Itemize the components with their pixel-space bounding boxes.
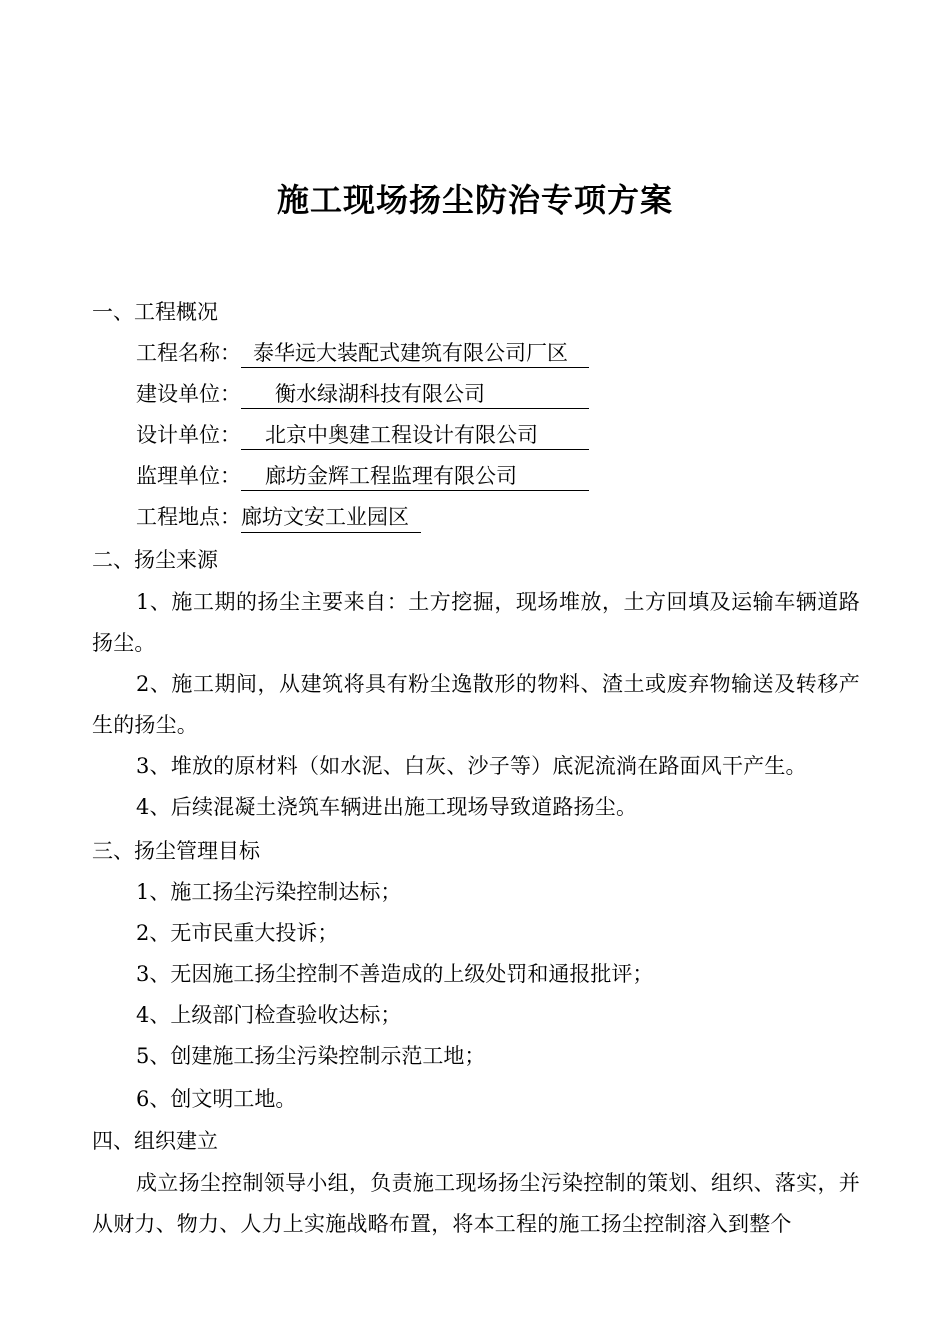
owner-value: 衡水绿湖科技有限公司 — [241, 379, 589, 409]
project-name-value: 泰华远大装配式建筑有限公司厂区 — [241, 338, 589, 368]
info-row-supervisor — [136, 461, 589, 493]
dust-source-item-4: 4、后续混凝土浇筑车辆进出施工现场导致道路扬尘。 — [136, 795, 638, 819]
goal-item-3: 3、无因施工扬尘控制不善造成的上级处罚和通报批评； — [136, 962, 654, 986]
document-title: 施工现场扬尘防治专项方案 — [276, 181, 673, 219]
owner-label: 建设单位： — [136, 382, 241, 406]
dust-source-item-1: 1、施工期的扬尘主要来自：土方挖掘，现场堆放，土方回填及运输车辆道路扬尘。 — [92, 590, 860, 655]
section-heading-organization: 四、组织建立 — [92, 1129, 218, 1153]
supervisor-label: 监理单位： — [136, 464, 241, 488]
goal-item-5: 5、创建施工扬尘污染控制示范工地； — [136, 1044, 486, 1068]
dust-source-item-2: 2、施工期间，从建筑将具有粉尘逸散形的物料、渣土或废弃物输送及转移产生的扬尘。 — [92, 672, 860, 737]
section-heading-overview: 一、工程概况 — [92, 300, 218, 324]
section-heading-dust-sources: 二、扬尘来源 — [92, 548, 218, 572]
location-label: 工程地点： — [136, 505, 241, 529]
info-row-project-name — [136, 338, 589, 370]
info-row-owner — [136, 379, 589, 411]
supervisor-value: 廊坊金辉工程监理有限公司 — [241, 461, 589, 491]
location-value: 廊坊文安工业园区 — [241, 502, 421, 533]
goal-item-1: 1、施工扬尘污染控制达标； — [136, 880, 402, 904]
info-row-designer — [136, 420, 589, 452]
project-name-label: 工程名称： — [136, 341, 241, 365]
organization-paragraph: 成立扬尘控制领导小组，负责施工现场扬尘污染控制的策划、组织、落实，并从财力、物力、人力上实施战略布置，将本工程的施工扬尘控制溶入到整个 — [92, 1171, 860, 1236]
goal-item-6: 6、创文明工地。 — [136, 1087, 297, 1111]
designer-value: 北京中奥建工程设计有限公司 — [241, 420, 589, 450]
info-row-location — [136, 502, 421, 534]
goal-item-4: 4、上级部门检查验收达标； — [136, 1003, 402, 1027]
section-heading-management-goals: 三、扬尘管理目标 — [92, 839, 260, 863]
designer-label: 设计单位： — [136, 423, 241, 447]
dust-source-item-3: 3、堆放的原材料（如水泥、白灰、沙子等）底泥流淌在路面风干产生。 — [136, 754, 807, 778]
goal-item-2: 2、无市民重大投诉； — [136, 921, 339, 945]
